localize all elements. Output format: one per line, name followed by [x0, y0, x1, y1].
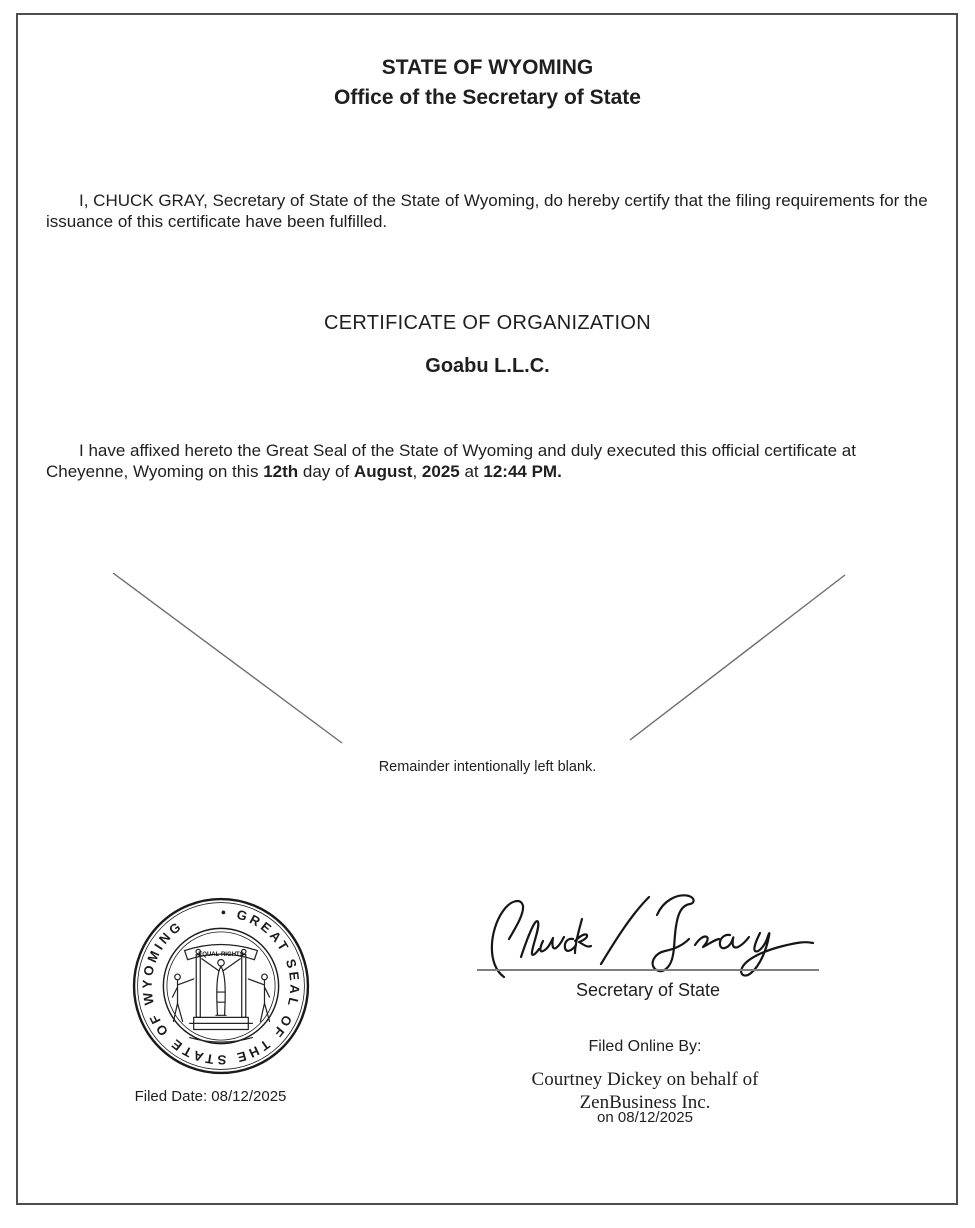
central-figure [202, 959, 240, 1016]
filed-date-caption: Filed Date: 08/12/2025 [134, 1088, 287, 1105]
execution-text: I have affixed hereto the Great Seal of the State of Wyoming and duly executed this official certificate at Cheyenne, Wyoming on this [46, 441, 856, 481]
left-pillar [196, 955, 200, 1018]
seal-outer-circle [134, 899, 308, 1073]
execution-year: 2025 [421, 461, 460, 481]
signature-line [477, 969, 819, 971]
equal-rights-banner-text: EQUAL RIGHTS [198, 952, 244, 959]
wyoming-great-seal-icon [131, 896, 311, 1076]
chuck-gray-signature [483, 888, 823, 980]
filer-name-line: Courtney Dickey on behalf of [531, 1069, 759, 1090]
execution-paragraph: I have affixed hereto the Great Seal of the State of Wyoming and duly executed this official certificate at Cheyenne, Wyoming on this 12th day of August, 2025 at 12:44 PM. [46, 441, 856, 481]
header-subtitle: Office of the Secretary of State [334, 86, 641, 109]
right-diagonal-line [630, 575, 845, 740]
pedestal [190, 1017, 253, 1029]
secretary-of-state-title: Secretary of State [575, 980, 721, 1000]
execution-day: 12th [263, 461, 299, 481]
intro-paragraph: I, CHUCK GRAY, Secretary of State of the State of Wyoming, do hereby certify that the filing requirements for the issuance of this certificate have been fulfilled. [46, 191, 928, 231]
remainder-note: Remainder intentionally left blank. [378, 759, 597, 775]
seal-emblem [172, 945, 269, 1043]
filed-on-date: on 08/12/2025 [597, 1109, 693, 1126]
certificate-type-title: CERTIFICATE OF ORGANIZATION [324, 312, 651, 334]
right-pillar [242, 955, 246, 1018]
seal-ring-text: • GREAT SEAL OF THE STATE OF WYOMING [139, 904, 303, 1068]
filed-online-label: Filed Online By: [588, 1038, 702, 1055]
company-name: Goabu L.L.C. [425, 355, 550, 377]
document-header [0, 53, 975, 113]
central-figure-head [218, 960, 224, 966]
blank-section-divider [100, 560, 860, 755]
filer-company-line: ZenBusiness Inc. [579, 1092, 711, 1113]
execution-month: August [353, 461, 413, 481]
left-diagonal-line [113, 573, 342, 743]
execution-time: 12:44 PM. [483, 461, 562, 481]
header-title: STATE OF WYOMING [381, 56, 594, 79]
